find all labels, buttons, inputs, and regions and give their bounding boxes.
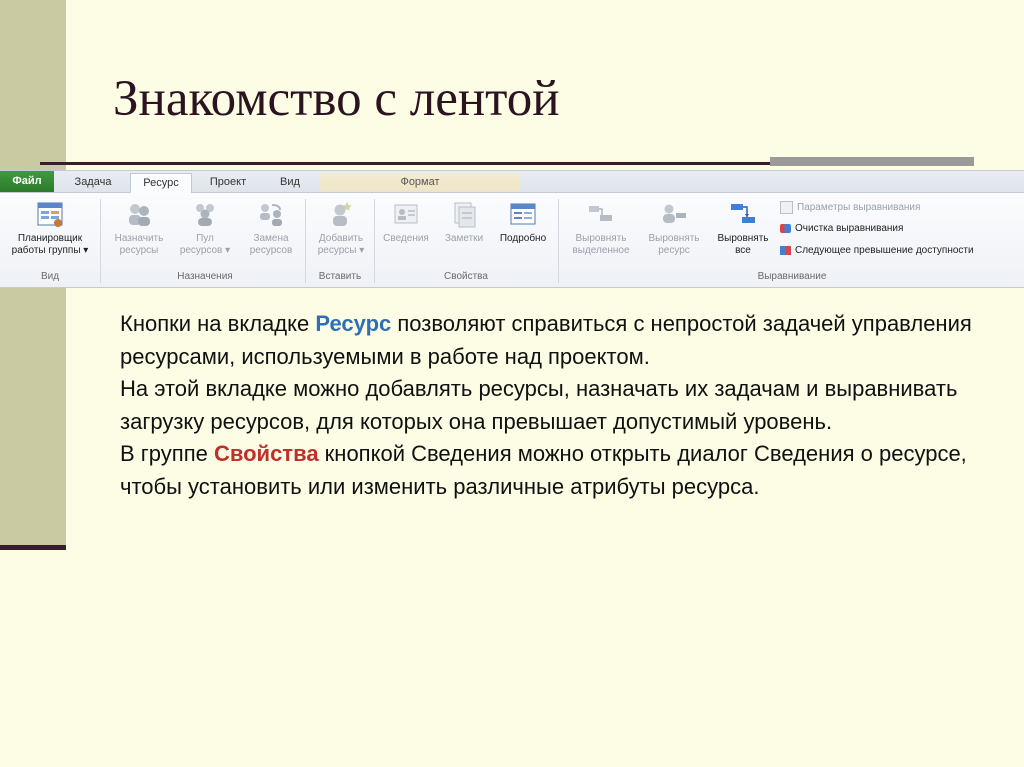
dropdown-arrow-icon: ▾ [222,245,231,256]
information-icon [391,199,421,229]
paragraph-2: На этой вкладке можно добавлять ресурсы, назначать их задачам и выравнивать загрузку ресурсов, для которых она превышает допустимый уровень. [120,376,958,434]
options-icon [780,201,793,214]
level-resource-icon [659,199,689,229]
level-resource-label-2: ресурс [658,245,690,256]
group-separator [558,199,559,283]
level-all-icon [728,199,758,229]
add-resources-label-1: Добавить [318,233,364,244]
details-label: Подробно [499,233,547,244]
add-resources-icon [326,199,356,229]
next-overallocation-button[interactable] [780,245,974,263]
level-selection-button[interactable] [564,199,638,265]
tab-task[interactable]: Задача [74,176,112,188]
group-separator [374,199,375,283]
paragraph-1 [120,308,1000,373]
level-all-label-1: Выровнять [717,233,769,244]
highlight-resource: Ресурс [315,311,392,336]
level-selection-label-2: выделенное [572,245,630,256]
slide-content [120,308,1000,503]
group-separator [100,199,101,283]
clear-leveling-label: Очистка выравнивания [795,223,904,234]
replace-resources-label-1: Замена [253,233,289,244]
clear-leveling-button[interactable] [780,223,903,241]
paragraph-3-text-a: В группе [120,441,214,466]
add-resources-label-2: ресурсы [317,245,357,256]
tab-file[interactable]: Файл [0,171,54,192]
paragraph-3-text-b: кнопкой Сведения можно открыть диалог Сведения о ресурсе, чтобы установить или изменить различные атрибуты ресурса. [120,441,967,499]
next-overallocation-icon [780,246,791,255]
tab-view[interactable]: Вид [280,176,300,188]
dropdown-arrow-icon: ▾ [356,245,365,256]
notes-label: Заметки [444,233,484,244]
team-planner-button[interactable] [6,199,94,265]
highlight-properties: Свойства [213,441,319,466]
notes-icon [449,199,479,229]
title-underline-accent [770,157,974,166]
details-icon [508,199,538,229]
assign-resources-icon [124,199,154,229]
paragraph-3 [120,438,1000,503]
next-overallocation-label: Следующее превышение доступности [795,245,974,256]
level-resource-label-1: Выровнять [648,233,700,244]
group-label-view: Вид [40,271,60,282]
team-planner-icon [35,199,65,229]
assign-resources-label-2: ресурсы [119,245,159,256]
details-button[interactable] [492,199,554,265]
dropdown-arrow-icon: ▾ [80,245,89,256]
level-all-label-2: все [735,245,751,256]
paragraph-1-text-b: позволяют справиться с непростой задачей управления ресурсами, используемыми в работе над проектом. [120,311,972,369]
level-selection-icon [586,199,616,229]
ribbon-body [0,193,1024,287]
group-label-leveling: Выравнивание [757,271,827,282]
clear-leveling-icon [780,224,791,233]
level-all-button[interactable] [710,199,776,265]
replace-resources-icon [256,199,286,229]
replace-resources-button[interactable] [238,199,304,265]
leveling-options-button[interactable] [780,201,920,219]
leveling-options-label: Параметры выравнивания [797,202,921,214]
tab-resource[interactable]: Ресурс [130,173,192,193]
tab-project[interactable]: Проект [209,176,247,188]
group-separator [305,199,306,283]
team-planner-label-1: Планировщик [17,233,83,244]
assign-resources-label-1: Назначить [114,233,164,244]
tab-format[interactable]: Формат [320,173,520,191]
group-label-assign: Назначения [177,271,233,282]
team-planner-label-2: работы группы [11,245,81,256]
group-label-properties: Свойства [444,271,488,282]
resource-pool-label-2: ресурсов [179,245,223,256]
notes-button[interactable] [436,199,492,265]
resource-pool-button[interactable] [172,199,238,265]
ribbon-tabbar [0,171,1024,193]
information-label: Сведения [383,233,429,244]
ribbon [0,170,1024,288]
replace-resources-label-2: ресурсов [249,245,293,256]
add-resources-button[interactable] [308,199,374,265]
resource-pool-label-1: Пул [196,233,214,244]
resource-pool-icon [190,199,220,229]
level-selection-label-1: Выровнять [575,233,627,244]
sidebar-divider [0,545,66,550]
assign-resources-button[interactable] [106,199,172,265]
paragraph-1-text-a: Кнопки на вкладке [120,311,316,336]
information-button[interactable] [376,199,436,265]
level-resource-button[interactable] [638,199,710,265]
group-label-insert: Вставить [318,271,362,282]
slide-title: Знакомство с лентой [113,71,560,127]
